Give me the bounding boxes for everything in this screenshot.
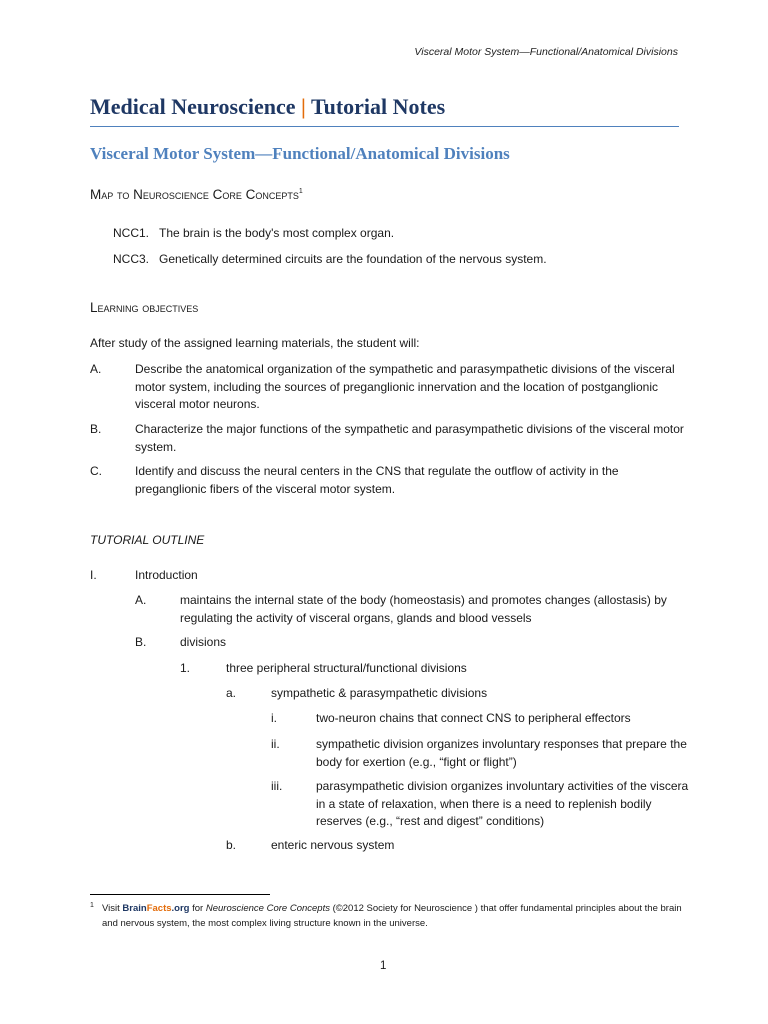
title-right: Tutorial Notes — [310, 94, 446, 119]
ncc-number: NCC3. — [113, 252, 150, 266]
outline-text: three peripheral structural/functional divisions — [226, 661, 467, 675]
footnote-body — [102, 902, 692, 931]
brand-part1: Brain — [122, 903, 147, 914]
outline-marker: ii. — [271, 737, 280, 751]
brand-part2: Facts — [146, 903, 172, 914]
outline-text: Introduction — [135, 568, 198, 582]
title-separator: | — [300, 94, 306, 119]
running-header: Visceral Motor System—Functional/Anatomical Divisions — [414, 46, 678, 58]
objective-text: Characterize the major functions of the sympathetic and parasympathetic divisions of the visceral motor system. — [135, 422, 684, 454]
outline-marker: B. — [135, 635, 147, 649]
title-rule — [90, 126, 679, 127]
footnote-for: for — [189, 903, 206, 914]
outline-marker: 1. — [180, 661, 191, 675]
ncc-item — [113, 252, 547, 266]
objective-marker: A. — [90, 362, 102, 376]
document-subtitle: Visceral Motor System—Functional/Anatomical Divisions — [90, 144, 510, 163]
title-left: Medical Neuroscience — [90, 94, 296, 119]
learning-objectives-heading: Learning objectives — [90, 300, 199, 315]
brand-part3: .org — [171, 903, 190, 914]
ncc-text: The brain is the body's most complex organ. — [159, 226, 395, 240]
page-number: 1 — [380, 960, 387, 972]
outline-marker: b. — [226, 838, 237, 852]
document-title — [90, 94, 445, 120]
outline-text: sympathetic division organizes involuntary responses that prepare the body for exertion (e.g., “fight or flight”) — [316, 737, 687, 769]
outline-marker: I. — [90, 568, 97, 582]
objective-marker: C. — [90, 464, 102, 478]
ncc-item — [113, 226, 394, 240]
brainfacts-link[interactable] — [122, 903, 189, 914]
outline-text: sympathetic & parasympathetic divisions — [271, 686, 488, 700]
footnote-reference[interactable]: 1 — [298, 188, 303, 195]
objective-text: Describe the anatomical organization of the sympathetic and parasympathetic divisions of the visceral motor system, including the sources of preganglionic innervation and the location of postganglionic visceral motor neurons. — [135, 362, 675, 411]
core-concepts-heading — [90, 187, 303, 202]
footnote-mark: 1 — [90, 902, 94, 909]
outline-marker: A. — [135, 593, 147, 607]
tutorial-outline-heading: TUTORIAL OUTLINE — [90, 533, 205, 547]
objective-marker: B. — [90, 422, 102, 436]
outline-marker: iii. — [271, 779, 283, 793]
objectives-intro: After study of the assigned learning materials, the student will: — [90, 336, 420, 350]
core-concepts-heading-text: Map to Neuroscience Core Concepts — [90, 187, 299, 202]
ncc-number: NCC1. — [113, 226, 150, 240]
footnote-visit: Visit — [102, 903, 123, 914]
outline-text: enteric nervous system — [271, 838, 395, 852]
footnote-rule — [90, 894, 270, 895]
outline-text: two-neuron chains that connect CNS to peripheral effectors — [316, 711, 631, 725]
objective-text: Identify and discuss the neural centers in the CNS that regulate the outflow of activity in the preganglionic fibers of the visceral motor system. — [135, 464, 619, 496]
outline-marker: a. — [226, 686, 237, 700]
footnote-title: Neuroscience Core Concepts — [205, 903, 330, 914]
outline-marker: i. — [271, 711, 277, 725]
footnote-rest: (©2012 Society for Neuroscience ) that offer fundamental principles about the brain and nervous system, the most complex living structure known in the universe. — [102, 903, 682, 929]
outline-text: maintains the internal state of the body (homeostasis) and promotes changes (allostasis) by regulating the activity of visceral organs, glands and blood vessels — [180, 593, 667, 625]
outline-text: parasympathetic division organizes involuntary activities of the viscera in a state of relaxation, when there is a need to replenish bodily reserves (e.g., “rest and digest” conditions) — [316, 779, 689, 828]
ncc-text: Genetically determined circuits are the foundation of the nervous system. — [159, 252, 547, 266]
outline-text: divisions — [180, 635, 227, 649]
